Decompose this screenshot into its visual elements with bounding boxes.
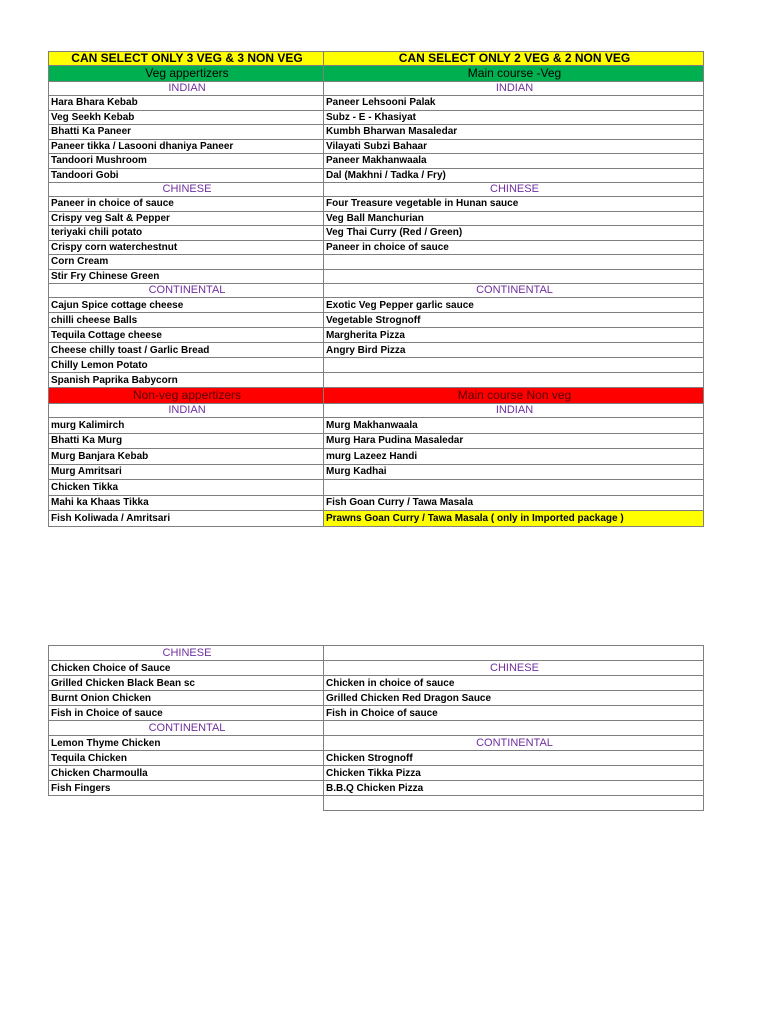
list-item [324, 358, 704, 373]
list-item: Paneer tikka / Lasooni dhaniya Paneer [49, 139, 324, 154]
table-row [49, 110, 704, 125]
veg-indian-label-right: INDIAN [324, 82, 704, 96]
lower-continental-label-left: CONTINENTAL [49, 721, 324, 736]
table-row [49, 358, 704, 373]
veg-continental-label-right: CONTINENTAL [324, 284, 704, 298]
table-row [49, 52, 704, 66]
nonveg-indian-label-left: INDIAN [49, 404, 324, 418]
list-item: Subz - E - Khasiyat [324, 110, 704, 125]
list-item: Veg Thai Curry (Red / Green) [324, 226, 704, 241]
list-item: Prawns Goan Curry / Tawa Masala ( only in Imported package ) [324, 511, 704, 527]
table-row [49, 706, 704, 721]
list-item: Grilled Chicken Red Dragon Sauce [324, 691, 704, 706]
empty-cell [324, 646, 704, 661]
list-item: Chicken in choice of sauce [324, 676, 704, 691]
list-item: Murg Amritsari [49, 464, 324, 480]
list-item: Angry Bird Pizza [324, 343, 704, 358]
table-row [49, 255, 704, 270]
list-item: Tandoori Mushroom [49, 154, 324, 169]
list-item [324, 480, 704, 496]
list-item [324, 373, 704, 388]
table-row [49, 154, 704, 169]
lower-chinese-label-left: CHINESE [49, 646, 324, 661]
table-row [49, 96, 704, 111]
list-item: Grilled Chicken Black Bean sc [49, 676, 324, 691]
table-row [49, 168, 704, 183]
list-item: Spanish Paprika Babycorn [49, 373, 324, 388]
list-item: Vilayati Subzi Bahaar [324, 139, 704, 154]
list-item: Fish Goan Curry / Tawa Masala [324, 495, 704, 511]
nonveg-appetizers-header: Non-veg appertizers [49, 388, 324, 404]
list-item: Chicken Choice of Sauce [49, 661, 324, 676]
list-item: Dal (Makhni / Tadka / Fry) [324, 168, 704, 183]
list-item: Fish Koliwada / Amritsari [49, 511, 324, 527]
list-item: chilli cheese Balls [49, 313, 324, 328]
list-item: Lemon Thyme Chicken [49, 736, 324, 751]
table-row [49, 511, 704, 527]
lower-continental-label-right: CONTINENTAL [324, 736, 704, 751]
list-item: Cheese chilly toast / Garlic Bread [49, 343, 324, 358]
list-item: Hara Bhara Kebab [49, 96, 324, 111]
table-row [49, 388, 704, 404]
list-item: Paneer Makhanwaala [324, 154, 704, 169]
list-item: Veg Ball Manchurian [324, 211, 704, 226]
list-item: Murg Makhanwaala [324, 418, 704, 434]
list-item: Chicken Strognoff [324, 751, 704, 766]
table-row [49, 495, 704, 511]
list-item: Cajun Spice cottage cheese [49, 298, 324, 313]
list-item: teriyaki chili potato [49, 226, 324, 241]
list-item: Tequila Chicken [49, 751, 324, 766]
list-item: Margherita Pizza [324, 328, 704, 343]
list-item: Veg Seekh Kebab [49, 110, 324, 125]
table-row [49, 197, 704, 212]
empty-cell [324, 721, 704, 736]
empty-cell [324, 796, 704, 811]
banner-right: CAN SELECT ONLY 2 VEG & 2 NON VEG [324, 52, 704, 66]
list-item: Burnt Onion Chicken [49, 691, 324, 706]
table-row [49, 449, 704, 465]
list-item: B.B.Q Chicken Pizza [324, 781, 704, 796]
table-row [49, 796, 704, 811]
veg-chinese-label-left: CHINESE [49, 183, 324, 197]
table-row [49, 661, 704, 676]
veg-chinese-label-right: CHINESE [324, 183, 704, 197]
table-row [49, 328, 704, 343]
table-row [49, 676, 704, 691]
list-item: Fish in Choice of sauce [324, 706, 704, 721]
list-item: Chicken Tikka [49, 480, 324, 496]
table-row [49, 433, 704, 449]
table-row [49, 691, 704, 706]
list-item: Bhatti Ka Murg [49, 433, 324, 449]
list-item: Fish in Choice of sauce [49, 706, 324, 721]
list-item: Paneer in choice of sauce [49, 197, 324, 212]
menu-table-lower-body [49, 646, 704, 811]
list-item: murg Kalimirch [49, 418, 324, 434]
table-row [49, 751, 704, 766]
veg-main-course-header: Main course -Veg [324, 66, 704, 82]
list-item: Chicken Charmoulla [49, 766, 324, 781]
table-row [49, 139, 704, 154]
table-row [49, 313, 704, 328]
table-row [49, 125, 704, 140]
table-row [49, 721, 704, 736]
table-row [49, 404, 704, 418]
table-row [49, 464, 704, 480]
list-item: Tandoori Gobi [49, 168, 324, 183]
list-item: murg Lazeez Handi [324, 449, 704, 465]
list-item: Corn Cream [49, 255, 324, 270]
list-item: Fish Fingers [49, 781, 324, 796]
list-item: Crispy corn waterchestnut [49, 240, 324, 255]
list-item: Crispy veg Salt & Pepper [49, 211, 324, 226]
list-item [324, 269, 704, 284]
veg-appetizers-header: Veg appertizers [49, 66, 324, 82]
table-row [49, 646, 704, 661]
list-item: Four Treasure vegetable in Hunan sauce [324, 197, 704, 212]
table-row [49, 66, 704, 82]
table-row [49, 736, 704, 751]
empty-cell [49, 796, 324, 811]
list-item: Chilly Lemon Potato [49, 358, 324, 373]
list-item: Mahi ka Khaas Tikka [49, 495, 324, 511]
list-item: Murg Hara Pudina Masaledar [324, 433, 704, 449]
table-row [49, 284, 704, 298]
table-row [49, 781, 704, 796]
banner-left: CAN SELECT ONLY 3 VEG & 3 NON VEG [49, 52, 324, 66]
table-row [49, 82, 704, 96]
table-row [49, 343, 704, 358]
lower-chinese-label-right: CHINESE [324, 661, 704, 676]
list-item: Kumbh Bharwan Masaledar [324, 125, 704, 140]
table-row [49, 766, 704, 781]
list-item: Exotic Veg Pepper garlic sauce [324, 298, 704, 313]
table-row [49, 226, 704, 241]
table-row [49, 298, 704, 313]
menu-table-upper-body [49, 52, 704, 527]
menu-table-upper [48, 51, 704, 527]
table-row [49, 183, 704, 197]
list-item: Tequila Cottage cheese [49, 328, 324, 343]
veg-continental-label-left: CONTINENTAL [49, 284, 324, 298]
table-row [49, 269, 704, 284]
table-row [49, 480, 704, 496]
list-item: Paneer in choice of sauce [324, 240, 704, 255]
veg-indian-label-left: INDIAN [49, 82, 324, 96]
table-row [49, 240, 704, 255]
table-row [49, 418, 704, 434]
list-item: Murg Banjara Kebab [49, 449, 324, 465]
list-item [324, 255, 704, 270]
menu-table-lower [48, 645, 704, 811]
table-row [49, 211, 704, 226]
list-item: Chicken Tikka Pizza [324, 766, 704, 781]
table-row [49, 373, 704, 388]
list-item: Paneer Lehsooni Palak [324, 96, 704, 111]
list-item: Vegetable Strognoff [324, 313, 704, 328]
list-item: Stir Fry Chinese Green [49, 269, 324, 284]
list-item: Bhatti Ka Paneer [49, 125, 324, 140]
list-item: Murg Kadhai [324, 464, 704, 480]
nonveg-main-course-header: Main course Non veg [324, 388, 704, 404]
nonveg-indian-label-right: INDIAN [324, 404, 704, 418]
